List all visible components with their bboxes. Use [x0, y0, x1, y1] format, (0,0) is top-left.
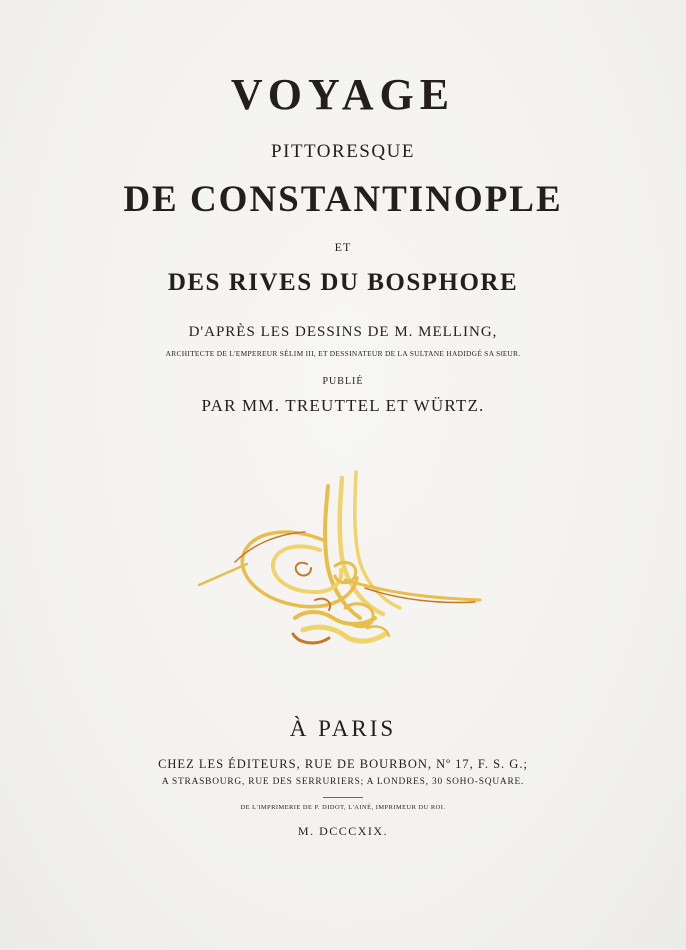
tughra-monogram [195, 468, 485, 653]
published-label: PUBLIÉ [322, 376, 364, 387]
title-bosphore: DES RIVES DU BOSPHORE [167, 269, 519, 296]
printer-line: DE L'IMPRIMERIE DE P. DIDOT, L'AINÉ, IMPRIMEUR DU ROI. [240, 804, 446, 811]
title-constantinople: DE CONSTANTINOPLE [123, 179, 563, 220]
subtitle-pittoresque: PITTORESQUE [271, 141, 415, 162]
architect-line: ARCHITECTE DE L'EMPEREUR SÉLIM III, ET DESSINATEUR DE LA SULTANE HADIDGÉ SA SŒUR. [165, 349, 521, 358]
city-line: À PARIS [289, 716, 397, 741]
after-drawings-line: D'APRÈS LES DESSINS DE M. MELLING, [188, 324, 498, 340]
title-main: VOYAGE [230, 70, 456, 119]
divider-rule [323, 797, 363, 798]
year-line: M. DCCCXIX. [297, 824, 389, 838]
publisher-line: PAR MM. TREUTTEL ET WÜRTZ. [201, 396, 485, 415]
branches-line: A STRASBOURG, RUE DES SERRURIERS; A LONDRES, 30 SOHO-SQUARE. [161, 777, 525, 787]
editors-line: CHEZ LES ÉDITEURS, RUE DE BOURBON, Nº 17, F. S. G.; [158, 757, 528, 771]
conjunction-et: ET [334, 240, 352, 254]
